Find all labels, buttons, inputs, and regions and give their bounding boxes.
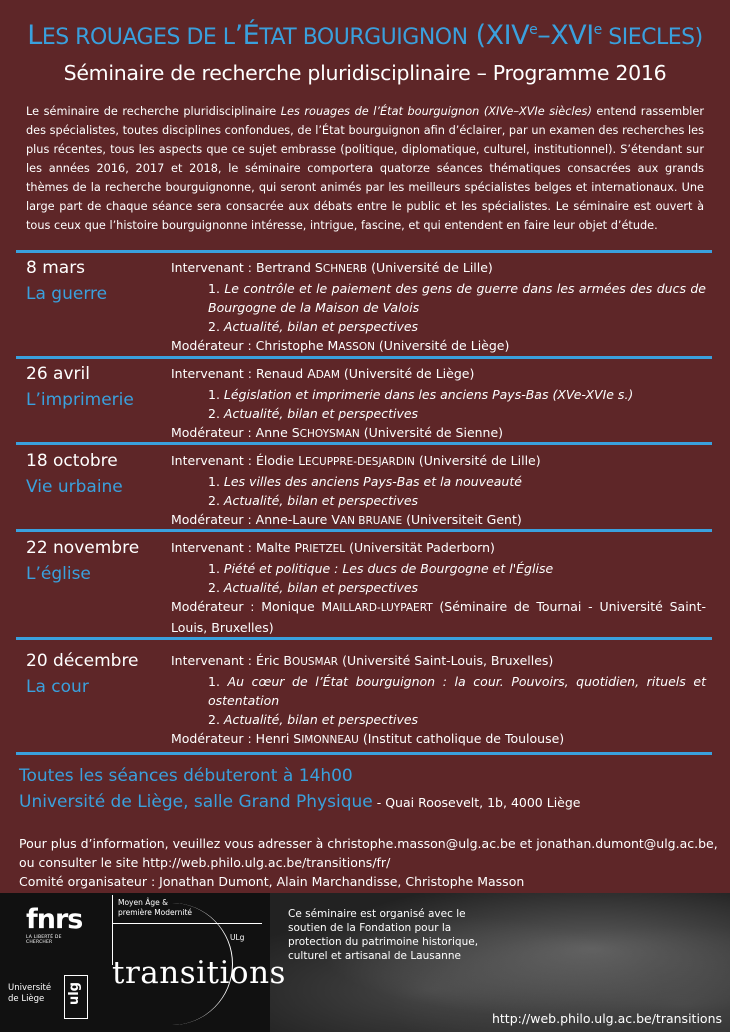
logo-rule (112, 923, 262, 924)
talk-title: Les villes des anciens Pays-Bas et la nouveauté (223, 474, 522, 489)
transitions-line: Moyen Âge & (118, 898, 168, 907)
speaker-affiliation: (Université de Lille) (414, 453, 541, 468)
intro-text: entend rassembler des spécialistes, toutes disciplines confondues, de l’État bourguignon afin d’éclairer, par un examen des recherches les plus récentes, tous les aspects que ce sujet embrasse (politique, diplomatique, culturel, institutionnel). S’étendant sur les années 2016, 2017 et 2018, le séminaire comportera quatorze séances thématiques consacrées aux grands thèmes de la recherche bourguignonne, qui seront animés par les meilleurs spécialistes belges et internationaux. Une large part de chaque séance sera consacrée aux débats entre le public et les spécialistes. Le séminaire est ouvert à tous ceux que l’histoire bourguignonne intéresse, intrigue, fascine, et qui entendent en faire leur objet d’étude. (26, 105, 704, 232)
moderator-text: Modérateur : Christophe M (171, 338, 339, 353)
talk-title: Le contrôle et le paiement des gens de guerre dans les armées des ducs de Bourgogne de la Maison de Valois (208, 281, 706, 315)
speaker-affiliation: (Université de Liège) (339, 366, 475, 381)
talk-title: Actualité, bilan et perspectives (223, 493, 419, 508)
ulg-logo (8, 973, 98, 1023)
talk-number: 2. (208, 493, 224, 508)
session-date: 26 avril (26, 364, 90, 384)
speaker-line (171, 364, 706, 385)
divider (16, 637, 712, 640)
talk-item (171, 472, 706, 491)
speaker-smallcaps: OUSMAR (291, 656, 339, 668)
title-part: TAT BOURGUIGNON (259, 25, 468, 50)
talk-title: Actualité, bilan et perspectives (223, 712, 419, 727)
talk-number: 2. (208, 580, 224, 595)
moderator-affiliation: (Université de Sienne) (359, 425, 504, 440)
speaker-text: Intervenant : Éric B (171, 653, 292, 668)
session-block (16, 651, 712, 747)
intro-italic: Les rouages de l’État bourguignon (XIVe–XVIe siècles) (280, 105, 592, 118)
talk-item (171, 279, 706, 317)
transitions-subtitle (118, 898, 192, 918)
talk-number: 2. (208, 319, 224, 334)
speaker-line (171, 538, 706, 559)
talk-number: 1. (208, 387, 224, 402)
fnrs-logo (26, 905, 84, 951)
title-sup: e (593, 22, 602, 38)
title-part: ’É (234, 20, 260, 51)
session-date: 18 octobre (26, 451, 118, 471)
session-date: 22 novembre (26, 538, 140, 558)
talk-number: 1. (208, 674, 228, 689)
talk-item (171, 559, 706, 578)
support-note: Ce séminaire est organisé avec le soutien de la Fondation pour la protection du patrimoine historique, culturel et artisanal de Lausanne (288, 908, 479, 962)
divider (16, 529, 712, 532)
speaker-line (171, 651, 706, 672)
speaker-text: Intervenant : Malte P (171, 540, 303, 555)
transitions-wordmark: transitions (112, 955, 286, 991)
divider (16, 752, 712, 755)
intro-text: Le séminaire de recherche pluridisciplinaire (26, 105, 281, 118)
talk-number: 2. (208, 712, 224, 727)
session-block (16, 364, 712, 442)
moderator-smallcaps: AILLARD-LUYPAERT (332, 602, 433, 614)
ulg-line: Université (8, 983, 52, 993)
speaker-affiliation: (Université Saint-Louis, Bruxelles) (338, 653, 554, 668)
speaker-line (171, 451, 706, 472)
poster-title (0, 20, 730, 51)
talk-number: 1. (208, 281, 225, 296)
moderator-line (171, 510, 706, 531)
speaker-smallcaps: CHNERB (322, 263, 368, 275)
speaker-smallcaps: RIETZEL (302, 543, 346, 555)
session-topic: La cour (26, 677, 89, 697)
moderator-smallcaps: CHOYSMAN (299, 428, 360, 440)
talk-item (171, 491, 706, 510)
talk-title: Législation et imprimerie dans les anciens Pays-Bas (XVe-XVIe s.) (223, 387, 634, 402)
speaker-text: Intervenant : Renaud A (171, 366, 316, 381)
talk-title: Au cœur de l’État bourguignon : la cour. Pouvoirs, quotidien, rituels et ostentation (208, 674, 706, 708)
divider (16, 250, 712, 253)
moderator-smallcaps: ASSON (338, 341, 375, 353)
title-part: L (27, 20, 42, 51)
talk-item (171, 672, 706, 710)
ulg-mark (64, 975, 88, 1019)
venue-line (19, 792, 580, 812)
talk-number: 1. (208, 474, 224, 489)
title-part: –XVI (537, 20, 594, 51)
moderator-smallcaps: AN BRUANE (339, 515, 403, 527)
moderator-line (171, 423, 706, 444)
moderator-text: Modérateur : Anne-Laure V (171, 512, 340, 527)
session-body (171, 258, 706, 357)
fnrs-tagline: LA LIBERTÉ DE CHERCHER (26, 935, 62, 945)
talk-item (171, 710, 706, 729)
talk-number: 2. (208, 406, 224, 421)
session-body (171, 451, 706, 531)
talk-item (171, 578, 706, 597)
talk-item (171, 317, 706, 336)
moderator-affiliation: (Université de Liège) (374, 338, 510, 353)
intro-paragraph (26, 102, 704, 235)
speaker-smallcaps: DAM (315, 369, 340, 381)
moderator-text: Modérateur : Henri S (171, 731, 302, 746)
poster-subtitle: Séminaire de recherche pluridisciplinaire – Programme 2016 (63, 61, 667, 85)
speaker-affiliation: (Université de Lille) (367, 260, 493, 275)
speaker-line (171, 258, 706, 279)
title-part: SIECLES) (601, 25, 703, 50)
divider (16, 442, 712, 445)
speaker-smallcaps: ECUPPRE-DESJARDIN (305, 456, 415, 468)
title-part: ES ROUAGES DE L (41, 25, 235, 50)
organizing-committee: Comité organisateur : Jonathan Dumont, Alain Marchandisse, Christophe Masson (19, 874, 525, 889)
ulg-mark-text: ulg (67, 982, 82, 1006)
transitions-line: première Modernité (118, 908, 192, 917)
session-topic: L’église (26, 564, 91, 584)
session-body (171, 538, 706, 637)
talk-item (171, 385, 706, 404)
session-date: 8 mars (26, 258, 86, 278)
talk-title: Actualité, bilan et perspectives (223, 406, 419, 421)
talk-title: Piété et politique : Les ducs de Bourgogne et l'Église (223, 561, 554, 576)
session-date: 20 décembre (26, 651, 139, 671)
footer (0, 893, 730, 1032)
ulg-text (8, 983, 51, 1005)
session-block (16, 451, 712, 529)
session-block (16, 538, 712, 634)
divider (16, 356, 712, 359)
session-block (16, 258, 712, 354)
moderator-line (171, 597, 706, 637)
session-body (171, 651, 706, 750)
session-topic: La guerre (26, 284, 108, 304)
transitions-ulg: ULg (230, 933, 245, 942)
contact-website[interactable]: ou consulter le site http://web.philo.ulg.ac.be/transitions/fr/ (19, 855, 391, 870)
speaker-text: Intervenant : Bertrand S (171, 260, 323, 275)
moderator-text: Modérateur : Anne S (171, 425, 300, 440)
session-topic: L’imprimerie (26, 390, 134, 410)
session-time: Toutes les séances débuteront à 14h00 (19, 766, 353, 786)
session-topic: Vie urbaine (26, 477, 123, 497)
moderator-text: Modérateur : Monique M (171, 599, 333, 614)
moderator-line (171, 336, 706, 357)
speaker-text: Intervenant : Élodie L (171, 453, 306, 468)
moderator-smallcaps: IMONNEAU (301, 734, 359, 746)
venue-name: Université de Liège, salle Grand Physique (19, 792, 373, 812)
title-part: (XIV (467, 20, 530, 51)
talk-item (171, 404, 706, 423)
moderator-line (171, 729, 706, 750)
session-body (171, 364, 706, 444)
transitions-logo (108, 893, 286, 1032)
contact-emails[interactable]: Pour plus d’information, veuillez vous adresser à christophe.masson@ulg.ac.be et jonathan.dumont@ulg.ac.be, (19, 836, 718, 851)
venue-address: - Quai Roosevelt, 1b, 4000 Liège (372, 795, 581, 810)
contact-block (19, 834, 719, 891)
fnrs-wordmark: fnrs (26, 904, 83, 935)
ulg-line: de Liège (8, 994, 45, 1004)
moderator-affiliation: (Universiteit Gent) (402, 512, 522, 527)
talk-number: 1. (208, 561, 224, 576)
moderator-affiliation: (Institut catholique de Toulouse) (358, 731, 565, 746)
footer-url[interactable]: http://web.philo.ulg.ac.be/transitions (491, 1011, 722, 1026)
moderator-affiliation: (Séminaire de Tournai - Université Saint-Louis, Bruxelles) (171, 599, 706, 635)
title-sup: e (529, 22, 538, 38)
talk-title: Actualité, bilan et perspectives (223, 319, 419, 334)
talk-title: Actualité, bilan et perspectives (223, 580, 419, 595)
speaker-affiliation: (Universität Paderborn) (345, 540, 495, 555)
